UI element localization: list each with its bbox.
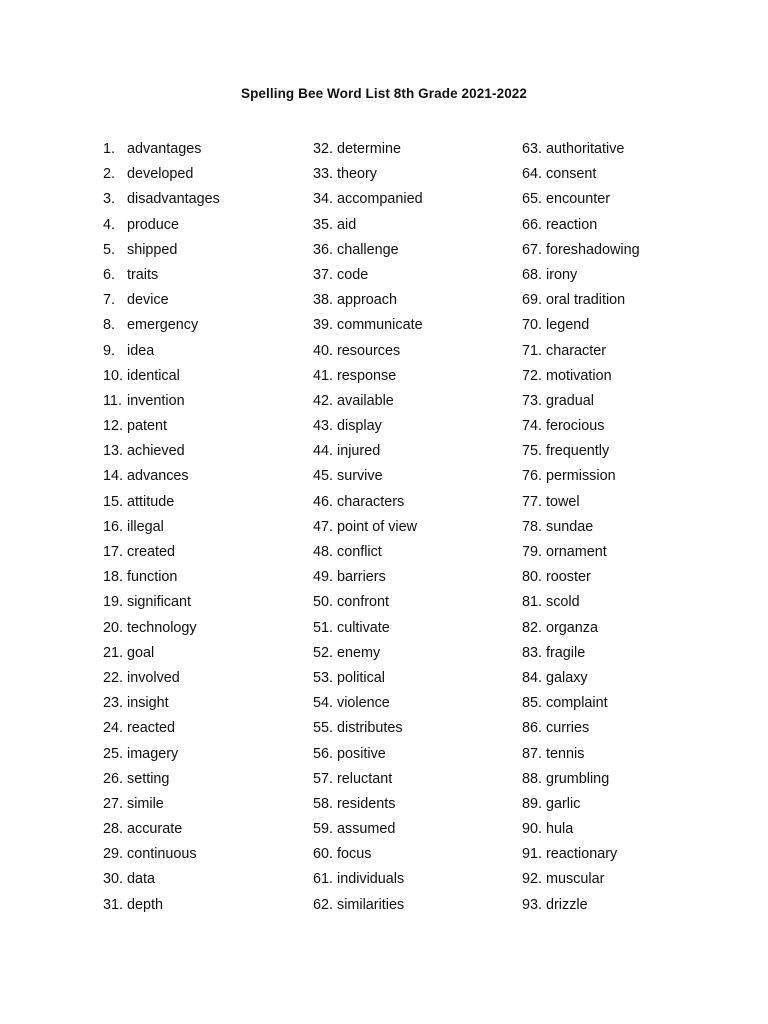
item-word: confront [337,594,389,611]
item-word: galaxy [546,669,588,686]
item-number: 5. [103,241,116,258]
item-number: 80. [522,569,543,586]
item-number: 52. [313,644,334,661]
list-item [103,817,220,842]
list-item [522,842,640,867]
item-word: encounter [546,191,611,208]
item-number: 57. [313,770,334,787]
item-number: 89. [522,795,543,812]
list-item [103,616,220,641]
item-word: emergency [127,317,199,334]
list-item [522,238,640,263]
list-item [103,666,220,691]
item-word: positive [337,745,386,762]
list-item [522,691,640,716]
list-item [103,339,220,364]
item-word: reluctant [337,770,393,787]
list-item [522,213,640,238]
item-number: 47. [313,518,334,535]
list-item [103,842,220,867]
item-number: 42. [313,392,334,409]
list-item [313,364,423,389]
list-item [103,213,220,238]
item-word: authoritative [546,141,625,157]
item-word: consent [546,166,597,183]
item-word: ferocious [546,418,605,435]
item-number: 67. [522,241,543,258]
item-number: 23. [103,695,124,712]
item-word: patent [127,418,168,435]
item-number: 61. [313,871,334,888]
item-number: 62. [313,896,334,913]
list-item [103,540,220,565]
item-number: 17. [103,544,124,560]
list-item [313,490,423,515]
list-item [313,616,423,641]
item-number: 14. [103,468,124,485]
item-word: illegal [127,518,164,535]
item-number: 30. [103,871,124,888]
page-title: Spelling Bee Word List 8th Grade 2021-2022 [240,86,528,101]
item-number: 59. [313,821,334,838]
item-number: 77. [522,493,543,510]
list-item [103,515,220,540]
item-number: 15. [103,493,124,510]
list-item [103,137,220,162]
list-item [103,414,220,439]
item-word: shipped [127,241,178,258]
item-number: 93. [522,896,543,913]
item-number: 32. [313,141,334,157]
item-number: 55. [313,720,334,737]
list-item [103,364,220,389]
list-item [522,666,640,691]
list-item [103,464,220,489]
item-number: 33. [313,166,334,183]
item-word: cultivate [337,619,390,636]
item-word: continuous [127,846,197,863]
list-item [313,590,423,615]
list-item [522,817,640,842]
list-item [313,464,423,489]
item-number: 90. [522,821,543,838]
item-word: enemy [337,644,381,661]
item-number: 81. [522,594,543,611]
list-item [103,490,220,515]
item-number: 50. [313,594,334,611]
item-word: grumbling [546,770,610,787]
item-number: 56. [313,745,334,762]
item-word: oral tradition [546,292,626,309]
list-item [103,238,220,263]
item-number: 51. [313,619,334,636]
item-word: reacted [127,720,175,737]
item-number: 46. [313,493,334,510]
item-word: available [337,392,394,409]
item-word: tennis [546,745,585,762]
item-word: accurate [127,821,183,838]
item-word: garlic [546,795,581,812]
item-number: 36. [313,241,334,258]
item-word: imagery [127,745,179,762]
item-word: character [546,342,606,359]
item-word: irony [546,266,578,283]
item-number: 58. [313,795,334,812]
list-item [103,867,220,892]
list-item [522,490,640,515]
item-word: developed [127,166,194,183]
list-item [313,666,423,691]
item-word: simile [127,795,164,812]
item-word: towel [546,493,580,510]
list-item [103,641,220,666]
item-word: device [127,292,169,309]
list-item [313,414,423,439]
item-word: ornament [546,544,607,560]
item-word: reactionary [546,846,618,863]
item-number: 10. [103,367,124,384]
list-item [522,389,640,414]
item-word: barriers [337,569,386,586]
list-item [313,716,423,741]
item-word: approach [337,292,398,309]
list-item [103,439,220,464]
list-item [522,263,640,288]
word-column-2 [313,137,423,918]
list-item [522,590,640,615]
list-item [313,389,423,414]
item-number: 2. [103,166,116,183]
list-item [103,767,220,792]
item-word: curries [546,720,590,737]
list-item [522,893,640,918]
item-number: 53. [313,669,334,686]
item-word: fragile [546,644,586,661]
list-item [313,893,423,918]
item-number: 88. [522,770,543,787]
item-number: 34. [313,191,334,208]
item-number: 44. [313,443,334,460]
item-word: rooster [546,569,591,586]
item-word: significant [127,594,191,611]
item-number: 60. [313,846,334,863]
list-item [313,842,423,867]
item-number: 31. [103,896,124,913]
item-word: distributes [337,720,403,737]
list-item [103,716,220,741]
list-item [522,364,640,389]
list-item [522,313,640,338]
item-word: point of view [337,518,417,535]
item-number: 12. [103,418,124,435]
item-word: challenge [337,241,399,258]
item-number: 35. [313,216,334,233]
item-number: 64. [522,166,543,183]
list-item [313,439,423,464]
item-word: sundae [546,518,594,535]
list-item [103,162,220,187]
list-item [522,641,640,666]
list-item [522,767,640,792]
list-item [313,213,423,238]
item-word: produce [127,216,180,233]
item-number: 3. [103,191,116,208]
item-number: 75. [522,443,543,460]
item-word: motivation [546,367,612,384]
item-number: 11. [103,392,122,409]
list-item [522,515,640,540]
item-number: 73. [522,392,543,409]
item-number: 74. [522,418,543,435]
item-word: involved [127,669,180,686]
item-number: 19. [103,594,124,611]
item-number: 48. [313,544,334,560]
item-word: assumed [337,821,396,838]
item-number: 4. [103,216,116,233]
item-number: 21. [103,644,124,661]
list-item [522,616,640,641]
item-word: violence [337,695,390,712]
item-number: 70. [522,317,543,334]
item-word: disadvantages [127,191,220,208]
item-number: 54. [313,695,334,712]
list-item [522,565,640,590]
item-number: 26. [103,770,124,787]
item-number: 25. [103,745,124,762]
item-number: 83. [522,644,543,661]
item-number: 78. [522,518,543,535]
list-item [103,691,220,716]
item-word: individuals [337,871,405,888]
list-item [103,389,220,414]
list-item [313,565,423,590]
list-item [313,288,423,313]
list-item [522,464,640,489]
item-word: response [337,367,397,384]
item-number: 13. [103,443,124,460]
item-number: 7. [103,292,116,309]
list-item [103,742,220,767]
item-number: 82. [522,619,543,636]
item-word: characters [337,493,405,510]
item-word: display [337,418,382,435]
item-number: 41. [313,367,334,384]
list-item [522,742,640,767]
item-word: similarities [337,896,405,913]
item-number: 69. [522,292,543,309]
list-item [103,288,220,313]
list-item [522,137,640,162]
item-number: 43. [313,418,334,435]
item-word: attitude [127,493,175,510]
item-word: frequently [546,443,610,460]
item-word: permission [546,468,616,485]
item-number: 68. [522,266,543,283]
item-word: accompanied [337,191,423,208]
item-word: communicate [337,317,423,334]
item-number: 6. [103,266,116,283]
item-number: 29. [103,846,124,863]
list-item [313,540,423,565]
item-word: depth [127,896,164,913]
item-word: idea [127,342,155,359]
list-item [313,187,423,212]
item-word: identical [127,367,180,384]
list-item [313,767,423,792]
item-number: 22. [103,669,124,686]
word-column-1 [103,137,220,918]
item-number: 38. [313,292,334,309]
list-item [313,238,423,263]
list-item [313,339,423,364]
item-number: 9. [103,342,116,359]
item-number: 20. [103,619,124,636]
item-word: focus [337,846,372,863]
item-word: drizzle [546,896,588,913]
list-item [313,263,423,288]
item-number: 49. [313,569,334,586]
item-word: advances [127,468,189,485]
item-number: 87. [522,745,543,762]
item-number: 27. [103,795,124,812]
list-item [103,792,220,817]
item-number: 71. [522,342,543,359]
list-item [313,792,423,817]
item-word: hula [546,821,574,838]
item-word: data [127,871,156,888]
item-number: 40. [313,342,334,359]
item-word: reaction [546,216,598,233]
item-word: foreshadowing [546,241,640,258]
item-word: organza [546,619,599,636]
list-item [103,565,220,590]
item-number: 66. [522,216,543,233]
list-item [103,590,220,615]
item-word: function [127,569,178,586]
item-number: 39. [313,317,334,334]
list-item [522,540,640,565]
item-number: 85. [522,695,543,712]
list-item [313,867,423,892]
list-item [522,414,640,439]
item-word: scold [546,594,580,611]
item-word: goal [127,644,155,661]
list-item [313,162,423,187]
item-number: 92. [522,871,543,888]
list-item [103,187,220,212]
item-number: 84. [522,669,543,686]
item-word: survive [337,468,383,485]
item-number: 37. [313,266,334,283]
item-number: 8. [103,317,116,334]
list-item [103,313,220,338]
item-word: complaint [546,695,608,712]
list-item [522,288,640,313]
list-item [313,515,423,540]
item-number: 79. [522,544,543,560]
item-number: 1. [103,141,116,157]
list-item [313,742,423,767]
item-word: insight [127,695,169,712]
list-item [103,893,220,918]
item-number: 28. [103,821,124,838]
item-word: conflict [337,544,382,560]
item-number: 86. [522,720,543,737]
item-number: 16. [103,518,124,535]
item-word: gradual [546,392,595,409]
item-word: technology [127,619,197,636]
item-word: legend [546,317,590,334]
list-item [522,439,640,464]
list-item [522,339,640,364]
item-word: muscular [546,871,605,888]
item-word: residents [337,795,396,812]
item-number: 91. [522,846,543,863]
item-word: theory [337,166,377,183]
list-item [313,641,423,666]
item-number: 24. [103,720,124,737]
item-word: resources [337,342,401,359]
item-number: 72. [522,367,543,384]
item-number: 45. [313,468,334,485]
item-word: advantages [127,141,202,157]
item-word: political [337,669,385,686]
item-word: determine [337,141,401,157]
list-item [522,162,640,187]
list-item [522,187,640,212]
list-item [522,867,640,892]
list-item [103,263,220,288]
list-item [522,792,640,817]
item-number: 18. [103,569,124,586]
item-word: traits [127,266,159,283]
list-item [313,817,423,842]
item-number: 65. [522,191,543,208]
item-number: 76. [522,468,543,485]
list-item [313,137,423,162]
item-word: injured [337,443,381,460]
item-word: setting [127,770,170,787]
item-word: aid [337,216,357,233]
word-column-3 [522,137,640,918]
item-number: 63. [522,141,543,157]
item-word: created [127,544,175,560]
list-item [313,313,423,338]
item-word: invention [127,392,185,409]
list-item [313,691,423,716]
item-word: achieved [127,443,185,460]
item-word: code [337,266,369,283]
list-item [522,716,640,741]
